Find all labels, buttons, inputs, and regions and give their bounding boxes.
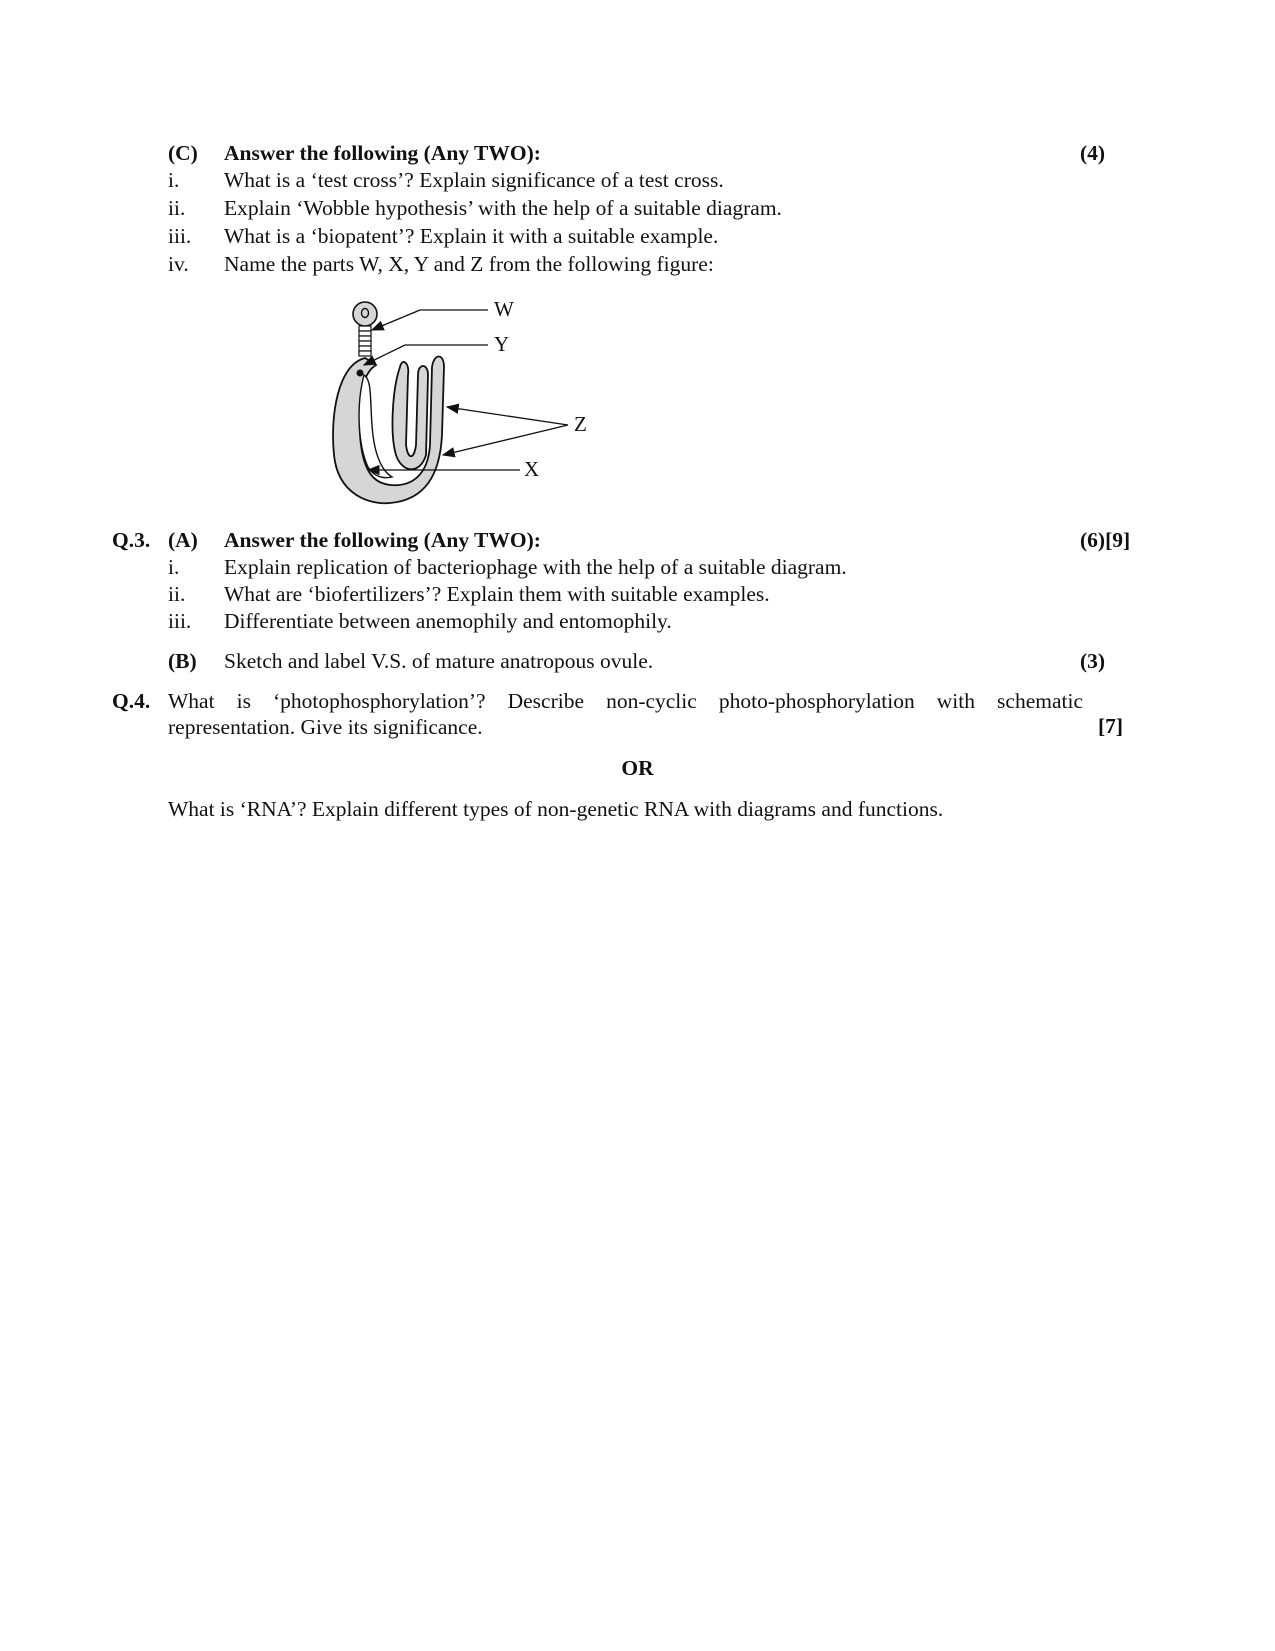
pointer-z-upper: [447, 407, 568, 425]
item-number: iii.: [168, 224, 192, 248]
q4-alternative-text: What is ‘RNA’? Explain different types of non-genetic RNA with diagrams and functions.: [168, 797, 944, 821]
question-number: Q.4.: [112, 689, 151, 713]
item-text: Explain ‘Wobble hypothesis’ with the help of a suitable diagram.: [224, 196, 782, 220]
q3-part-a-label: (A): [168, 528, 198, 552]
item-text: What is a ‘test cross’? Explain significance of a test cross.: [224, 168, 724, 192]
inner-u: [393, 362, 428, 469]
pointer-z-lower: [443, 425, 568, 455]
item-text: What is a ‘biopatent’? Explain it with a suitable example.: [224, 224, 719, 248]
question-number: Q.3.: [112, 528, 151, 552]
item-text: Explain replication of bacteriophage with the help of a suitable diagram.: [224, 555, 847, 579]
item-text: Differentiate between anemophily and entomophily.: [224, 609, 672, 633]
item-number: iii.: [168, 609, 192, 633]
label-x: X: [524, 457, 540, 481]
pointer-w-arrow: [372, 310, 420, 330]
item-text: What are ‘biofertilizers’? Explain them with suitable examples.: [224, 582, 770, 606]
item-number: i.: [168, 555, 180, 579]
section-c-marks: (4): [1080, 141, 1106, 165]
label-w: W: [494, 297, 514, 321]
item-text: Name the parts W, X, Y and Z from the following figure:: [224, 252, 714, 276]
ovule-figure: [330, 295, 630, 530]
item-number: iv.: [168, 252, 189, 276]
q3-part-b-text: Sketch and label V.S. of mature anatropous ovule.: [224, 649, 654, 673]
q3-part-a-marks: (6)[9]: [1080, 528, 1131, 552]
label-z: Z: [574, 412, 587, 436]
item-number: ii.: [168, 582, 186, 606]
or-separator: OR: [621, 756, 654, 780]
section-c-heading: Answer the following (Any TWO):: [224, 141, 541, 165]
nucleus-dot: [357, 370, 364, 377]
q4-text: What is ‘photophosphorylation’? Describe non-cyclic photo-phosphorylation with schematic representation. Give its significance.: [168, 689, 1083, 739]
q3-part-b-marks: (3): [1080, 649, 1106, 673]
q3-part-a-heading: Answer the following (Any TWO):: [224, 528, 541, 552]
label-y: Y: [494, 332, 510, 356]
q4-marks: [7]: [1098, 714, 1124, 738]
q3-part-b-label: (B): [168, 649, 197, 673]
section-c-label: (C): [168, 141, 198, 165]
item-number: i.: [168, 168, 180, 192]
item-number: ii.: [168, 196, 186, 220]
